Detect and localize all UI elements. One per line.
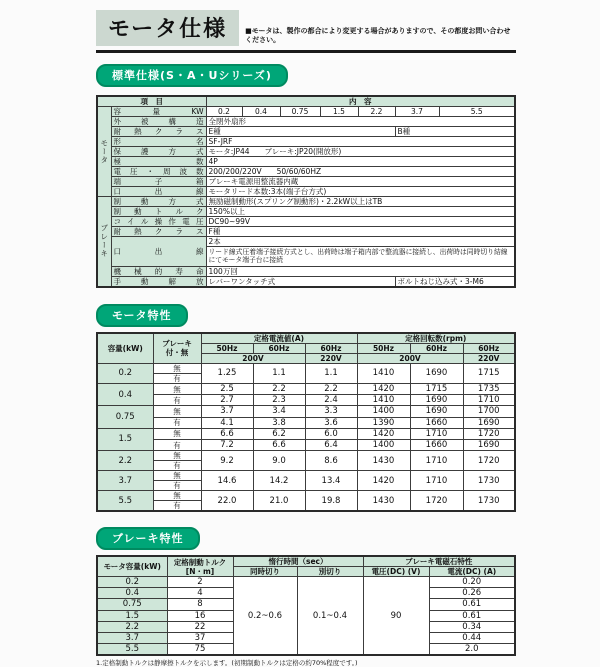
motor-header-50hz: 50Hz <box>201 343 253 353</box>
motor-header-60hz: 60Hz <box>253 343 305 353</box>
spec-value-mech-life: 100万回 <box>206 266 515 276</box>
spec-label-capacity: 容量KW <box>111 107 206 117</box>
motor-value: 1720 <box>410 491 463 512</box>
brake-header-time-group: 惰行時間（sec） <box>233 556 363 567</box>
brake-simultaneous-value: 0.2~0.6 <box>233 577 297 656</box>
spec-value-terminal-box: ブレーキ電源用整流器内蔵 <box>206 177 515 187</box>
motor-value: 1.1 <box>305 363 357 383</box>
brake-without-label: 無 <box>153 363 201 373</box>
motor-value: 1410 <box>357 395 410 406</box>
motor-value: 1700 <box>463 406 515 417</box>
spec-label-manual-release: 手動解放 <box>111 276 206 287</box>
motor-value: 2.3 <box>253 395 305 406</box>
motor-value: 13.4 <box>305 471 357 491</box>
brake-with-label: 有 <box>153 417 201 428</box>
motor-header-current-group: 定格電流値(A) <box>201 333 357 344</box>
motor-value: 7.2 <box>201 439 253 450</box>
motor-value: 1420 <box>357 428 410 439</box>
brake-capacity: 0.4 <box>97 588 167 599</box>
brake-table-footnote: 1.定格制動トルクは静摩擦トルクを示します。(初期制動トルクは定格の約70%程度です。) <box>96 659 358 667</box>
motor-value: 2.7 <box>201 395 253 406</box>
motor-value: 6.2 <box>253 428 305 439</box>
motor-value: 1720 <box>463 451 515 471</box>
motor-value: 3.6 <box>305 417 357 428</box>
spec-label-poles: 極数 <box>111 157 206 167</box>
brake-header-separate: 別切り <box>297 567 363 577</box>
spec-label-terminal-box: 端子箱 <box>111 177 206 187</box>
brake-header-torque: 定格制動トルク [N・m] <box>167 556 233 577</box>
motor-capacity: 0.4 <box>97 383 153 405</box>
motor-value: 1720 <box>463 428 515 439</box>
motor-value: 1710 <box>410 471 463 491</box>
motor-value: 1.1 <box>253 363 305 383</box>
brake-header-magnet-group: ブレーキ電磁石特性 <box>363 556 515 567</box>
motor-value: 2.4 <box>305 395 357 406</box>
brake-header-simultaneous: 同時切り <box>233 567 297 577</box>
spec-value-voltage: 200/200/220V 50/60/60HZ <box>206 167 515 177</box>
motor-value: 1735 <box>463 383 515 394</box>
spec-label-lead-motor: 口出線 <box>111 187 206 197</box>
motor-value: 1420 <box>357 383 410 394</box>
brake-separate-value: 0.1~0.4 <box>297 577 363 656</box>
brake-with-label: 有 <box>153 501 201 512</box>
motor-header-220v: 220V <box>463 353 515 363</box>
motor-value: 1690 <box>410 363 463 383</box>
brake-without-label: 無 <box>153 428 201 439</box>
spec-capacity-value: 1.5 <box>320 107 358 117</box>
spec-label-enclosure: 外被構造 <box>111 117 206 127</box>
brake-without-label: 無 <box>153 383 201 394</box>
spec-header-content: 内 容 <box>206 96 515 107</box>
spec-value-protection: モータ:JP44 ブレーキ:JP20(開放形) <box>206 147 515 157</box>
motor-header-200v: 200V <box>357 353 463 363</box>
spec-header-item: 項 目 <box>97 96 206 107</box>
brake-with-label: 有 <box>153 373 201 383</box>
brake-with-label: 有 <box>153 461 201 471</box>
motor-value: 6.6 <box>201 428 253 439</box>
section-brake-char-heading: ブレーキ特性 <box>96 527 200 550</box>
brake-header-capacity: モータ容量(kW) <box>97 556 167 577</box>
group-label-brake: ブレーキ <box>97 197 111 287</box>
brake-torque-value: 37 <box>167 633 233 644</box>
section-standard-spec-heading: 標準仕様(S・A・Uシリーズ) <box>96 64 288 87</box>
motor-header-brake: ブレーキ 付・無 <box>153 333 201 364</box>
motor-value: 14.6 <box>201 471 253 491</box>
motor-value: 2.5 <box>201 383 253 394</box>
motor-value: 1660 <box>410 417 463 428</box>
motor-value: 1430 <box>357 491 410 512</box>
motor-value: 8.6 <box>305 451 357 471</box>
spec-value-heat-class-brake: F種 <box>206 227 515 237</box>
spec-value-model: SF-JRF <box>206 137 515 147</box>
motor-value: 9.0 <box>253 451 305 471</box>
motor-value: 6.4 <box>305 439 357 450</box>
catalog-page <box>96 10 516 667</box>
motor-value: 1400 <box>357 439 410 450</box>
motor-capacity: 0.75 <box>97 406 153 428</box>
spec-value-lead-brake-1: 2本 <box>206 237 515 247</box>
brake-current-value: 0.26 <box>429 588 515 599</box>
spec-capacity-value: 5.5 <box>439 107 515 117</box>
page-title: モータ仕様 <box>96 10 239 46</box>
motor-value: 1710 <box>410 428 463 439</box>
motor-char-table <box>96 332 516 512</box>
standard-spec-table <box>96 95 516 288</box>
motor-value: 22.0 <box>201 491 253 512</box>
motor-value: 9.2 <box>201 451 253 471</box>
motor-capacity: 0.2 <box>97 363 153 383</box>
brake-capacity: 3.7 <box>97 633 167 644</box>
spec-value-coil-voltage: DC90~99V <box>206 217 515 227</box>
spec-label-model: 形名 <box>111 137 206 147</box>
motor-value: 1730 <box>463 471 515 491</box>
brake-torque-value: 4 <box>167 588 233 599</box>
spec-value-heat-class-e: E種 <box>206 127 395 137</box>
brake-torque-value: 22 <box>167 621 233 632</box>
motor-header-rpm-group: 定格回転数(rpm) <box>357 333 515 344</box>
motor-value: 1410 <box>357 363 410 383</box>
motor-capacity: 3.7 <box>97 471 153 491</box>
spec-label-heat-class-brake: 耐熱クラス <box>111 227 206 237</box>
spec-value-heat-class-b: B種 <box>395 127 515 137</box>
brake-current-value: 0.20 <box>429 577 515 588</box>
motor-value: 1430 <box>357 451 410 471</box>
motor-value: 1690 <box>410 406 463 417</box>
spec-capacity-value: 0.2 <box>206 107 242 117</box>
brake-current-value: 0.44 <box>429 633 515 644</box>
motor-value: 21.0 <box>253 491 305 512</box>
motor-value: 4.1 <box>201 417 253 428</box>
brake-header-voltage: 電圧(DC) (V) <box>363 567 429 577</box>
motor-header-50hz: 50Hz <box>357 343 410 353</box>
brake-current-value: 0.61 <box>429 599 515 610</box>
brake-with-label: 有 <box>153 481 201 491</box>
spec-label-brake-method: 制動方式 <box>111 197 206 207</box>
brake-capacity: 0.75 <box>97 599 167 610</box>
brake-header-current: 電流(DC) (A) <box>429 567 515 577</box>
motor-value: 3.4 <box>253 406 305 417</box>
brake-without-label: 無 <box>153 491 201 501</box>
motor-value: 1420 <box>357 471 410 491</box>
brake-without-label: 無 <box>153 471 201 481</box>
brake-char-table <box>96 555 516 656</box>
spec-capacity-value: 3.7 <box>395 107 439 117</box>
spec-value-enclosure: 全閉外扇形 <box>206 117 515 127</box>
spec-capacity-value: 2.2 <box>358 107 395 117</box>
spec-value-brake-torque: 150%以上 <box>206 207 515 217</box>
motor-value: 1690 <box>410 395 463 406</box>
spec-value-manual-release-1: レバーワンタッチ式 <box>206 276 395 287</box>
spec-value-brake-method: 無励磁制動形(スプリング制動形)・2.2kW以上はTB <box>206 197 515 207</box>
motor-capacity: 1.5 <box>97 428 153 450</box>
spec-capacity-value: 0.4 <box>242 107 280 117</box>
spec-label-mech-life: 機械的寿命 <box>111 266 206 276</box>
brake-current-value: 0.34 <box>429 621 515 632</box>
motor-value: 1690 <box>463 439 515 450</box>
motor-value: 1660 <box>410 439 463 450</box>
motor-value: 6.6 <box>253 439 305 450</box>
spec-label-voltage: 電圧・周波数 <box>111 167 206 177</box>
brake-current-value: 0.61 <box>429 610 515 621</box>
motor-value: 1710 <box>463 395 515 406</box>
section-motor-char-heading: モータ特性 <box>96 304 188 327</box>
motor-header-60hz: 60Hz <box>463 343 515 353</box>
spec-label-lead-brake: 口出線 <box>111 237 206 267</box>
title-rule <box>96 50 516 53</box>
spec-value-poles: 4P <box>206 157 515 167</box>
motor-value: 1710 <box>410 451 463 471</box>
spec-value-lead-brake-2: リード線式圧着端子接続方式とし、出荷時は端子箱内部で整流器に接続し、出荷時は同時切り結線にてモータ端子台に接続 <box>206 247 515 267</box>
brake-without-label: 無 <box>153 451 201 461</box>
motor-capacity: 2.2 <box>97 451 153 471</box>
motor-header-220v: 220V <box>305 353 357 363</box>
motor-value: 1715 <box>410 383 463 394</box>
spec-label-heat-class-motor: 耐熱クラス <box>111 127 206 137</box>
brake-torque-value: 75 <box>167 644 233 656</box>
motor-value: 3.8 <box>253 417 305 428</box>
brake-capacity: 0.2 <box>97 577 167 588</box>
motor-value: 1690 <box>463 417 515 428</box>
group-label-motor: モータ <box>97 107 111 197</box>
motor-value: 2.2 <box>253 383 305 394</box>
motor-header-60hz: 60Hz <box>410 343 463 353</box>
motor-value: 6.0 <box>305 428 357 439</box>
spec-label-coil-voltage: コイル操作電圧 <box>111 217 206 227</box>
brake-without-label: 無 <box>153 406 201 417</box>
brake-capacity: 5.5 <box>97 644 167 656</box>
spec-value-lead-motor: モータリード本数:3本(端子台方式) <box>206 187 515 197</box>
motor-header-60hz: 60Hz <box>305 343 357 353</box>
motor-value: 1400 <box>357 406 410 417</box>
motor-value: 14.2 <box>253 471 305 491</box>
motor-header-capacity: 容量(kW) <box>97 333 153 364</box>
spec-value-manual-release-2: ボルトねじ込み式・3-M6 <box>395 276 515 287</box>
brake-capacity: 2.2 <box>97 621 167 632</box>
motor-capacity: 5.5 <box>97 491 153 512</box>
motor-value: 1715 <box>463 363 515 383</box>
motor-value: 1.25 <box>201 363 253 383</box>
motor-header-200v: 200V <box>201 353 305 363</box>
spec-capacity-value: 0.75 <box>280 107 320 117</box>
brake-capacity: 1.5 <box>97 610 167 621</box>
motor-value: 2.2 <box>305 383 357 394</box>
brake-torque-value: 16 <box>167 610 233 621</box>
brake-torque-value: 2 <box>167 577 233 588</box>
spec-label-protection: 保護方式 <box>111 147 206 157</box>
brake-with-label: 有 <box>153 439 201 450</box>
motor-value: 3.3 <box>305 406 357 417</box>
brake-torque-value: 8 <box>167 599 233 610</box>
brake-voltage-value: 90 <box>363 577 429 656</box>
motor-value: 19.8 <box>305 491 357 512</box>
brake-with-label: 有 <box>153 395 201 406</box>
motor-value: 1730 <box>463 491 515 512</box>
brake-current-value: 2.0 <box>429 644 515 656</box>
motor-value: 1390 <box>357 417 410 428</box>
spec-label-brake-torque: 制動トルク <box>111 207 206 217</box>
title-note: ■モータは、製作の都合により変更する場合がありますので、その都度お問い合わせください。 <box>245 27 511 44</box>
title-bar <box>96 10 516 46</box>
motor-value: 3.7 <box>201 406 253 417</box>
